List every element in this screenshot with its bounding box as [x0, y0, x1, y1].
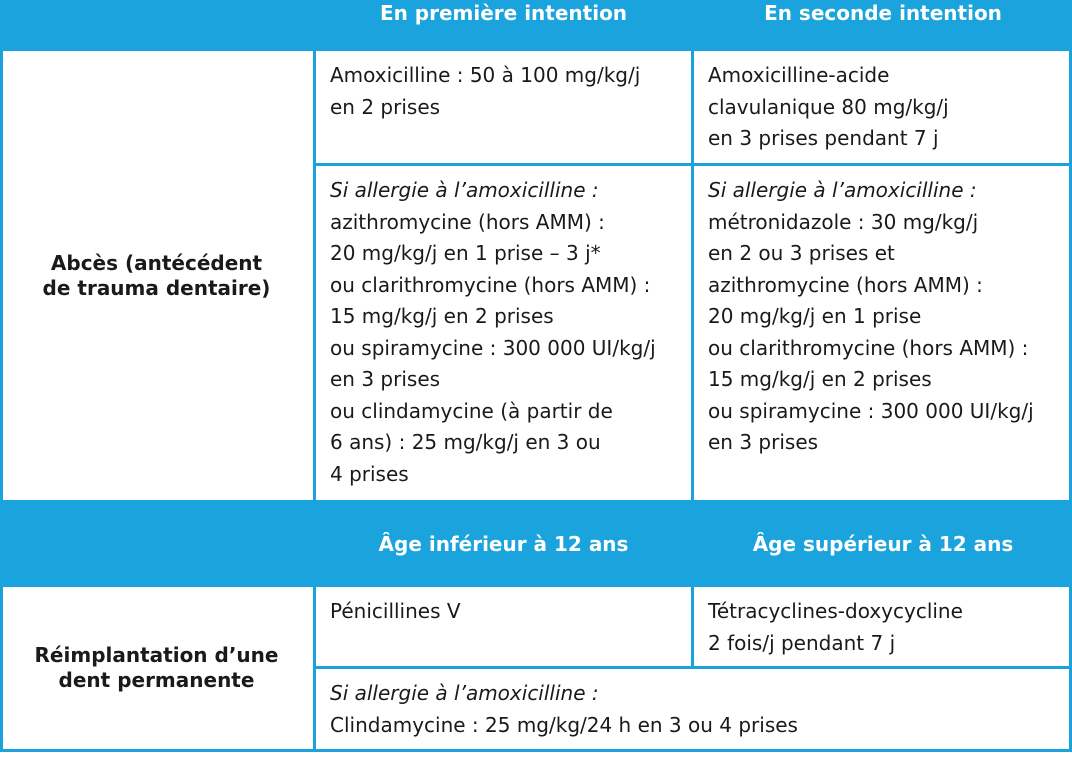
table-border-bottom — [0, 749, 1072, 752]
abces-first-intention-cell — [316, 51, 691, 163]
treatment-line: en 2 prises — [330, 94, 441, 119]
row-divider — [313, 666, 1072, 669]
header-second-intention — [694, 0, 1072, 48]
header-age-over-12-label: Âge supérieur à 12 ans — [752, 531, 1014, 556]
header-second-intention-label: En seconde intention — [764, 1, 1002, 25]
treatment-line: 4 prises — [330, 461, 409, 486]
row-label-reimplantation-line: dent permanente — [58, 668, 255, 692]
allergy-heading: Si allergie à l’amoxicilline : — [330, 178, 599, 202]
header-age-under-12-label: Âge inférieur à 12 ans — [378, 531, 629, 556]
treatment-line: en 3 prises — [708, 430, 819, 454]
allergy-heading: Si allergie à l’amoxicilline : — [708, 178, 977, 202]
column-divider — [691, 0, 694, 669]
treatment-line: ou clarithromycine (hors AMM) : — [330, 272, 651, 297]
row-label-reimplantation — [0, 587, 313, 749]
abces-second-intention-cell — [694, 51, 1072, 163]
row-label-abces-line: Abcès (antécédent — [50, 250, 263, 275]
row-divider — [0, 500, 1072, 503]
reimplantation-allergy-cell — [316, 669, 1072, 749]
treatment-line: azithromycine (hors AMM) : — [708, 272, 983, 297]
treatment-line: Amoxicilline : 50 à 100 mg/kg/j — [330, 63, 641, 87]
treatment-line: Amoxicilline-acide — [708, 63, 890, 87]
treatment-line: ou clindamycine (à partir de — [330, 398, 613, 423]
treatment-line: 20 mg/kg/j en 1 prise — [708, 304, 922, 328]
reimplantation-under-12-cell — [316, 587, 691, 666]
header-age-under-12 — [316, 503, 691, 584]
row-label-reimplantation-line: Réimplantation d’une — [34, 643, 279, 667]
header2-empty-cell — [0, 503, 313, 584]
treatment-line: 2 fois/j pendant 7 j — [708, 630, 896, 655]
row-label-abces-line: de trauma dentaire) — [42, 275, 271, 300]
row-divider — [0, 48, 1072, 51]
table-border-left — [0, 0, 3, 752]
row-label-abces — [0, 51, 313, 500]
header-first-intention — [316, 0, 691, 48]
treatment-line: Clindamycine : 25 mg/kg/24 h en 3 ou 4 prises — [330, 712, 798, 737]
treatment-line: azithromycine (hors AMM) : — [330, 209, 605, 234]
treatment-line: 6 ans) : 25 mg/kg/j en 3 ou — [330, 430, 601, 454]
treatment-line: en 3 prises pendant 7 j — [708, 126, 939, 150]
treatment-line: 15 mg/kg/j en 2 prises — [330, 304, 554, 328]
row-divider — [0, 584, 1072, 587]
treatment-line: Tétracyclines-doxycycline — [708, 599, 963, 623]
treatment-line: ou spiramycine : 300 000 UI/kg/j — [330, 335, 656, 360]
treatment-line: Pénicillines V — [330, 599, 461, 623]
column-divider — [313, 0, 316, 752]
abces-second-allergy-cell — [694, 166, 1072, 500]
treatment-line: en 2 ou 3 prises et — [708, 241, 895, 265]
allergy-heading: Si allergie à l’amoxicilline : — [330, 681, 599, 705]
abces-first-allergy-cell — [316, 166, 691, 500]
header-empty-cell — [0, 0, 313, 48]
treatment-line: clavulanique 80 mg/kg/j — [708, 94, 949, 119]
header-first-intention-label: En première intention — [379, 1, 628, 25]
treatment-line: métronidazole : 30 mg/kg/j — [708, 209, 979, 234]
treatment-line: ou clarithromycine (hors AMM) : — [708, 335, 1029, 360]
reimplantation-over-12-cell — [694, 587, 1072, 666]
treatment-line: 15 mg/kg/j en 2 prises — [708, 367, 932, 391]
row-divider — [313, 163, 1072, 166]
treatment-line: ou spiramycine : 300 000 UI/kg/j — [708, 398, 1034, 423]
treatment-line: en 3 prises — [330, 367, 441, 391]
header-age-over-12 — [694, 503, 1072, 584]
treatment-line: 20 mg/kg/j en 1 prise – 3 j* — [330, 241, 601, 265]
